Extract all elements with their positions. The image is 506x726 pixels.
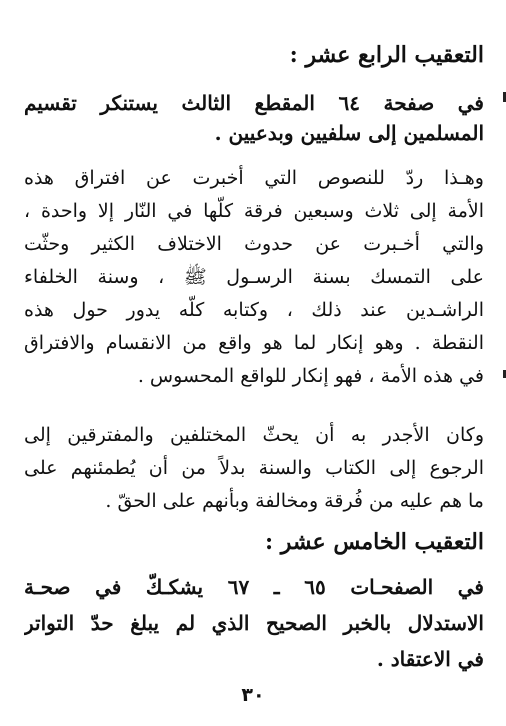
summary-14-line-2: المسلمين إلى سلفيين وبدعيين . xyxy=(214,121,484,145)
summary-15-line-1: في الصفحـات ٦٥ ـ ٦٧ يشكـكّ في صحـة xyxy=(24,575,484,599)
body-14-line-6: النقطة . وهو إنكار لما هو واقع من الانقسام والافتراق xyxy=(24,332,484,354)
heading-fifteenth-comment: التعقيب الخامس عشر : xyxy=(265,529,484,555)
body-14-line-2: الأمة إلى ثلاث وسبعين فرقة كلّها في النّار إلا واحدة ، xyxy=(24,200,484,222)
body-14-line-4: على التمسك بسنة الرسـول ﷺ ، وسنة الخلفاء xyxy=(24,266,484,288)
page-number: ٣٠ xyxy=(241,684,265,706)
body-14-line-3: والتي أخـبرت عن حدوث الاختلاف الكثير وحثّت xyxy=(24,233,484,255)
summary-15-line-3: في الاعتقاد . xyxy=(376,647,484,671)
body-14-line-7: في هذه الأمة ، فهو إنكار للواقع المحسوس . xyxy=(137,365,484,387)
body-14-line-5: الراشـدين عند ذلك ، وكتابه كلّه يدور حول هذه xyxy=(24,299,484,321)
body-14b-line-3: ما هم عليه من فُرقة ومخالفة وبأنهم على الحقّ . xyxy=(105,490,484,512)
summary-15-line-2: الاستدلال بالخبر الصحيح الذي لم يبلغ حدّ التواتر xyxy=(24,611,484,635)
body-14b-line-1: وكان الأجدر به أن يحثّ المختلفين والمفترقين إلى xyxy=(24,424,484,446)
body-14b-line-2: الرجوع إلى الكتاب والسنة بدلاً من أن يُطمئنهم على xyxy=(24,457,484,479)
heading-fourteenth-comment: التعقيب الرابع عشر : xyxy=(289,42,484,68)
body-14-line-1: وهـذا ردّ للنصوص التي أخبرت عن افتراق هذه xyxy=(24,167,484,189)
summary-14-line-1: في صفحة ٦٤ المقطع الثالث يستنكر تقسيم xyxy=(24,91,484,115)
